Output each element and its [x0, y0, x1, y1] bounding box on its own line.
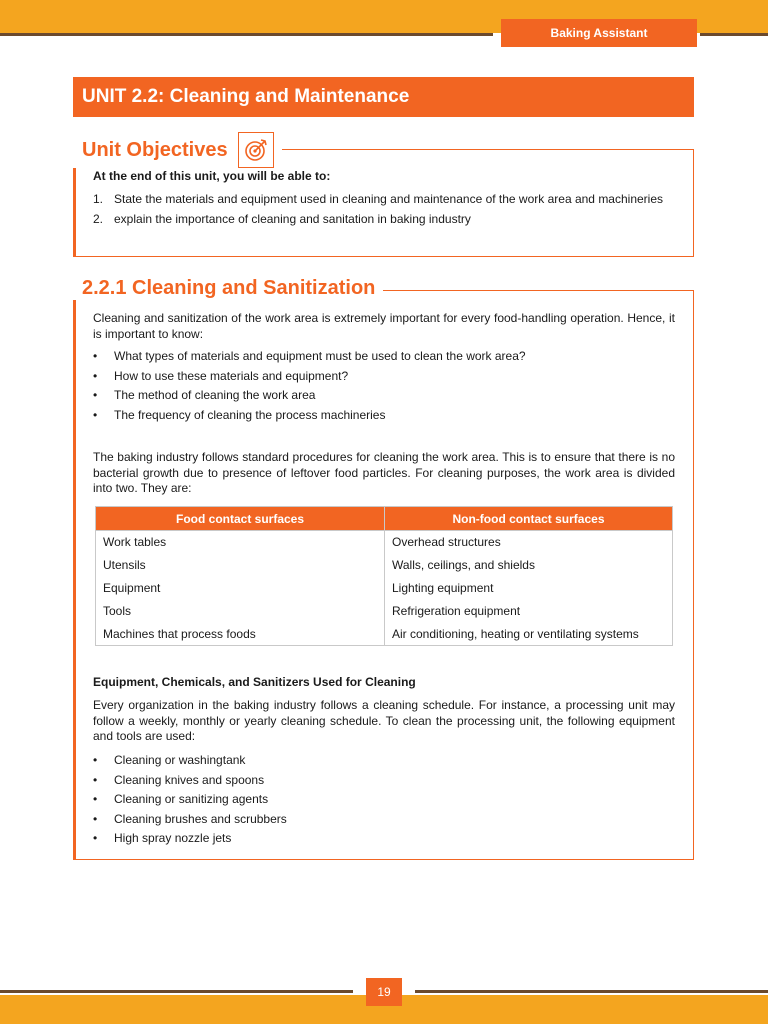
- objective-item: 2. explain the importance of cleaning and sanitation in baking industry: [93, 211, 471, 226]
- list-item: • Cleaning or sanitizing agents: [93, 792, 675, 808]
- table-cell: Equipment: [96, 577, 385, 600]
- list-item: • The method of cleaning the work area: [93, 388, 675, 404]
- bottom-divider-right: [415, 990, 768, 993]
- table-row: [96, 554, 673, 577]
- table-cell: Tools: [96, 600, 385, 623]
- table-row: [96, 623, 673, 646]
- objectives-list: [93, 192, 675, 231]
- section-paragraph-1: Cleaning and sanitization of the work area is extremely important for every food-handling operation. Hence, it is important to know:: [93, 311, 675, 341]
- top-divider-right: [700, 33, 768, 36]
- table-row: [96, 577, 673, 600]
- table-cell: Air conditioning, heating or ventilating systems: [385, 623, 673, 646]
- table-cell: Walls, ceilings, and shields: [385, 554, 673, 577]
- table-cell: Machines that process foods: [96, 623, 385, 646]
- table-cell: Refrigeration equipment: [385, 600, 673, 623]
- table-header: Non-food contact surfaces: [385, 507, 673, 531]
- list-item: • What types of materials and equipment must be used to clean the work area?: [93, 349, 675, 365]
- objectives-title: Unit Objectives: [82, 138, 228, 161]
- table-cell: Overhead structures: [385, 531, 673, 554]
- section-paragraph-2: The baking industry follows standard procedures for cleaning the work area. This is to ensure that there is no bacterial growth due to presence of leftover food particles. For cleaning purposes, the work area is divided into two. They are:: [93, 450, 675, 495]
- table-cell: Utensils: [96, 554, 385, 577]
- list-item: • Cleaning brushes and scrubbers: [93, 812, 675, 828]
- objective-item: 1. State the materials and equipment used in cleaning and maintenance of the work area and machineries: [93, 192, 664, 206]
- table-row: [96, 600, 673, 623]
- section-paragraph-3: Every organization in the baking industry follows a cleaning schedule. For instance, a processing unit may follow a weekly, monthly or yearly cleaning schedule. To clean the processing unit, the following equipment and tools are used:: [93, 698, 675, 743]
- table-header: Food contact surfaces: [96, 507, 385, 531]
- table-row: [96, 531, 673, 554]
- knowledge-bullet-list: [93, 349, 675, 427]
- section-title: 2.2.1 Cleaning and Sanitization: [72, 277, 383, 300]
- bottom-divider-left: [0, 990, 353, 993]
- table-cell: Lighting equipment: [385, 577, 673, 600]
- top-divider-left: [0, 33, 493, 36]
- page-number: 19: [366, 978, 402, 1006]
- list-item: • The frequency of cleaning the process machineries: [93, 408, 675, 424]
- table-cell: Work tables: [96, 531, 385, 554]
- list-item: • High spray nozzle jets: [93, 831, 675, 847]
- surfaces-table: [95, 506, 673, 646]
- list-item: • Cleaning knives and spoons: [93, 773, 675, 789]
- target-icon: [238, 132, 274, 168]
- equipment-subheading: Equipment, Chemicals, and Sanitizers Used for Cleaning: [93, 675, 416, 689]
- unit-title: UNIT 2.2: Cleaning and Maintenance: [73, 77, 694, 117]
- list-item: • How to use these materials and equipment?: [93, 369, 675, 385]
- objectives-intro: At the end of this unit, you will be able to:: [93, 169, 331, 183]
- header-tag: Baking Assistant: [501, 19, 697, 47]
- equipment-bullet-list: [93, 753, 675, 851]
- objectives-heading: [72, 132, 282, 168]
- list-item: • Cleaning or washingtank: [93, 753, 675, 769]
